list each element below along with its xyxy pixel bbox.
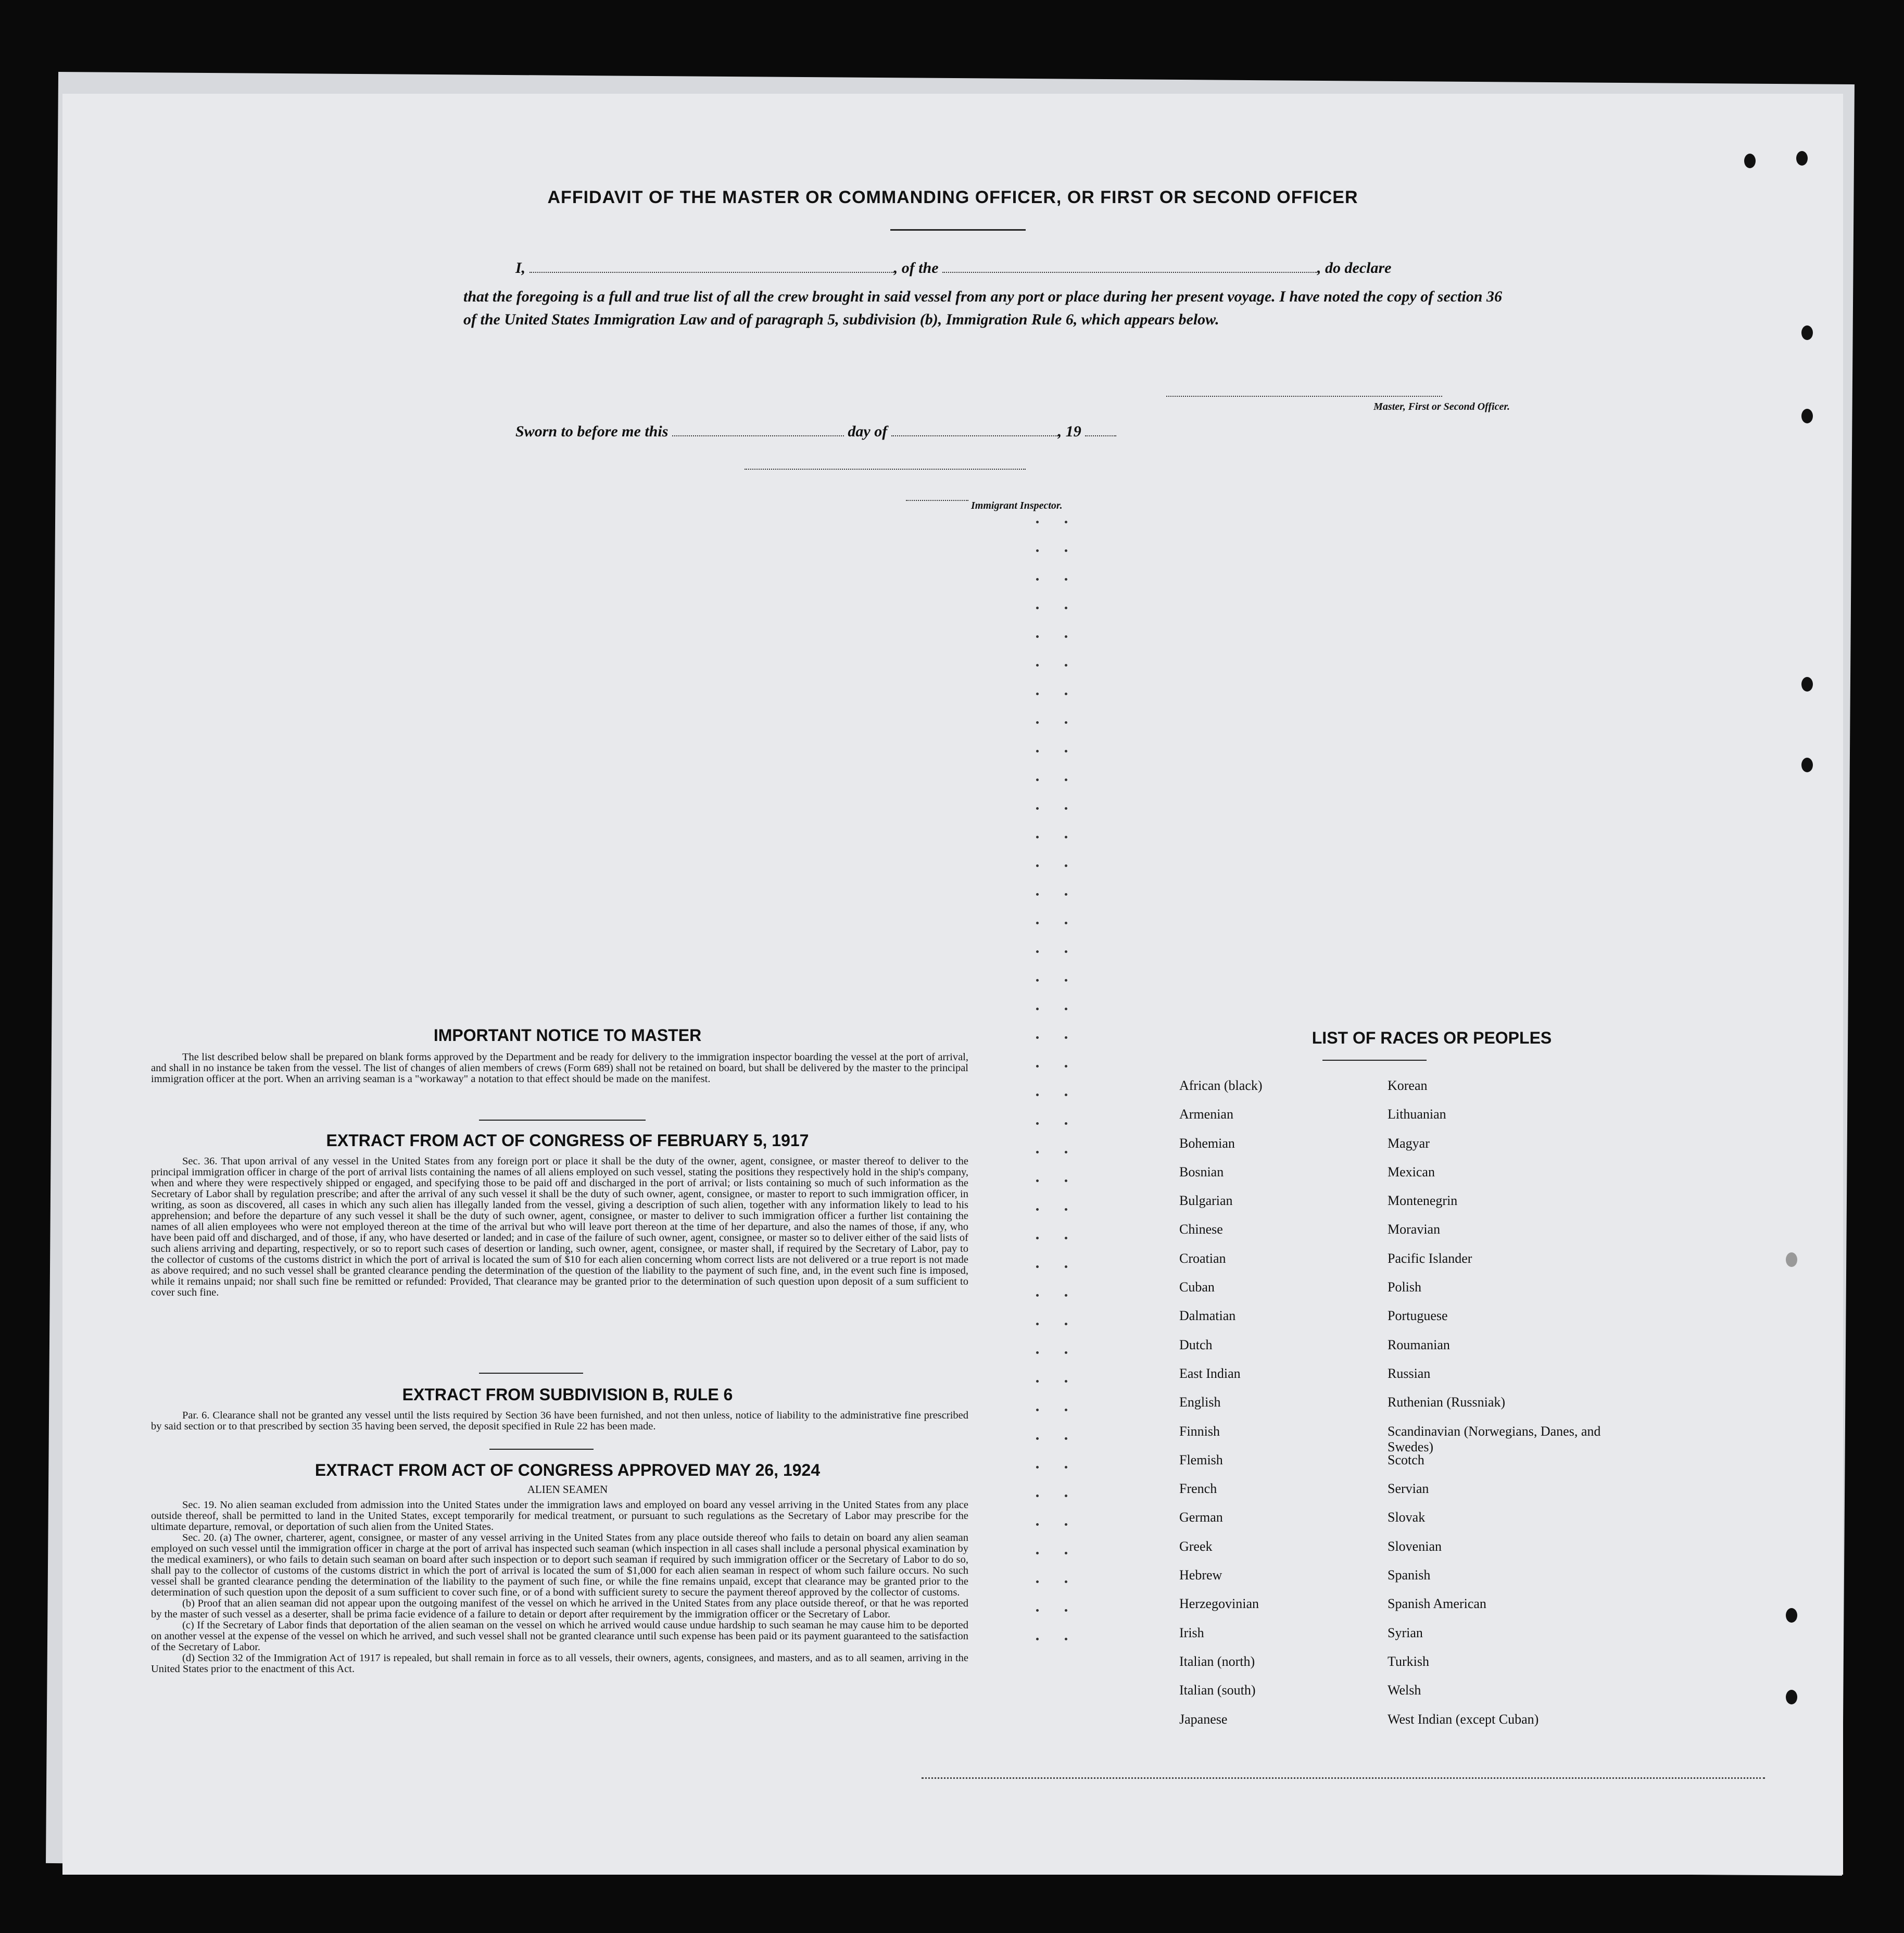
dot-mark xyxy=(1065,836,1067,838)
sworn-line xyxy=(515,423,1116,441)
dot-mark xyxy=(1065,1466,1067,1468)
races-rule xyxy=(1322,1060,1427,1061)
dot-mark xyxy=(1065,1580,1067,1583)
dot-mark xyxy=(1036,1409,1039,1411)
race-item: English xyxy=(1179,1395,1221,1410)
dot-mark xyxy=(1065,1523,1067,1526)
punch-hole xyxy=(1801,409,1813,423)
dot-mark xyxy=(1065,1208,1067,1211)
race-item: Italian (north) xyxy=(1179,1653,1255,1669)
dot-mark xyxy=(1036,1122,1039,1125)
dot-mark xyxy=(1065,807,1067,810)
race-item: Japanese xyxy=(1179,1711,1228,1727)
race-item: Cuban xyxy=(1179,1279,1215,1295)
dot-mark xyxy=(1065,779,1067,781)
race-item: Russian xyxy=(1388,1365,1431,1381)
race-item: Korean xyxy=(1388,1078,1428,1093)
race-item: Servian xyxy=(1388,1481,1429,1497)
affidavit-title: AFFIDAVIT OF THE MASTER OR COMMANDING OFFICER, OR FIRST OR SECOND OFFICER xyxy=(547,187,1358,207)
sworn-day-blank xyxy=(672,425,844,436)
races-right-column xyxy=(1388,1078,1606,1740)
race-item: Croatian xyxy=(1179,1250,1226,1266)
race-item: Flemish xyxy=(1179,1452,1223,1467)
officer-signature-blank xyxy=(1166,385,1442,397)
race-item: Roumanian xyxy=(1388,1337,1450,1352)
dot-mark xyxy=(1036,807,1039,810)
dot-mark xyxy=(1065,1437,1067,1440)
dot-mark xyxy=(1036,1036,1039,1039)
race-item: East Indian xyxy=(1179,1365,1241,1381)
notice-rule xyxy=(479,1120,646,1121)
dot-mark xyxy=(1036,1151,1039,1153)
dot-mark xyxy=(1036,779,1039,781)
dot-mark xyxy=(1065,893,1067,896)
dot-mark xyxy=(1065,1179,1067,1182)
inspector-blank-short xyxy=(906,489,968,501)
race-item: Italian (south) xyxy=(1179,1683,1256,1698)
dot-mark xyxy=(1036,578,1039,581)
race-item: West Indian (except Cuban) xyxy=(1388,1711,1539,1727)
dot-mark xyxy=(1065,521,1067,523)
dot-mark xyxy=(1036,664,1039,667)
race-item: Slovenian xyxy=(1388,1538,1442,1554)
race-item: Mexican xyxy=(1388,1164,1435,1179)
dot-mark xyxy=(1036,950,1039,953)
dot-mark xyxy=(1065,922,1067,924)
race-item: Welsh xyxy=(1388,1683,1421,1698)
dot-mark xyxy=(1036,1294,1039,1297)
race-item: Spanish American xyxy=(1388,1596,1486,1612)
declaration-do-declare: , do declare xyxy=(1317,259,1392,277)
race-item: Slovak xyxy=(1388,1510,1426,1525)
dot-mark xyxy=(1065,950,1067,953)
dot-mark xyxy=(1065,1265,1067,1268)
extract-1924-body xyxy=(151,1500,968,1675)
race-item: Turkish xyxy=(1388,1653,1429,1669)
dot-mark xyxy=(1065,1294,1067,1297)
sworn-year-blank xyxy=(1085,425,1116,436)
dot-mark xyxy=(1065,1094,1067,1096)
race-item: African (black) xyxy=(1179,1078,1263,1093)
race-item: Scotch xyxy=(1388,1452,1424,1467)
race-item: Magyar xyxy=(1388,1135,1430,1151)
punch-hole xyxy=(1786,1252,1797,1267)
notice-text: The list described below shall be prepared on blank forms approved by the Department and be ready for delivery to the immigration inspector boarding the vessel at the port of arrival, and shall in no instance be taken from the vessel. The list of changes of alien members of crews (Form 689) shall not be retained on board, but shall be delivered by the master to the principal immigration officer at the port. When an arriving seaman is a "workaway" a notation to that effect should be made on the manifest. xyxy=(151,1051,968,1085)
declaration-i: I, xyxy=(515,259,526,277)
dot-mark xyxy=(1065,750,1067,752)
race-item: Ruthenian (Russniak) xyxy=(1388,1395,1506,1410)
dot-mark xyxy=(1036,1437,1039,1440)
sworn-year: , 19 xyxy=(1057,423,1081,440)
race-item: Portuguese xyxy=(1388,1308,1448,1324)
dot-mark xyxy=(1065,1008,1067,1010)
dot-mark xyxy=(1036,1609,1039,1612)
race-item: Polish xyxy=(1388,1279,1422,1295)
officer-signature-caption: Master, First or Second Officer. xyxy=(1373,401,1510,412)
race-item: Armenian xyxy=(1179,1107,1233,1122)
dot-mark xyxy=(1065,1151,1067,1153)
punch-hole xyxy=(1801,677,1813,692)
dot-mark xyxy=(1036,922,1039,924)
extract-1924-sec20d: (d) Section 32 of the Immigration Act of 1917 is repealed, but shall remain in force as to all vessels, their owners, agents, consignees, and masters, and as to all seamen, arriving in the United States prior to the enactment of this Act. xyxy=(151,1652,968,1675)
dot-mark xyxy=(1036,635,1039,638)
race-item: German xyxy=(1179,1510,1223,1525)
dot-mark xyxy=(1036,979,1039,982)
extract-1924-heading: EXTRACT FROM ACT OF CONGRESS APPROVED MAY 26, 1924 xyxy=(314,1461,821,1479)
dot-mark xyxy=(1065,721,1067,724)
title-rule xyxy=(890,229,1026,231)
race-item: Chinese xyxy=(1179,1222,1223,1237)
extract-1917-text: Sec. 36. That upon arrival of any vessel in the United States from any foreign port or place it shall be the duty of the owner, agent, consignee, or master thereof to deliver to the principal immigration officer in charge of the port of arrival lists containing the names of all aliens employed on such vessel, stating the positions they respectively hold in the ship's company, when and where they were respectively shipped or engaged, and specifying those to be paid off and discharged in the port of arrival; or lists containing so much of such information as the Secretary of Labor shall by regulation prescribe; and after the arrival of any such vessel it shall be the duty of such owner, agent, consignee, or master to report to such immigration officer, in writing, as soon as discovered, all cases in which any such alien has illegally landed from the vessel, giving a description of such alien, together with any information likely to lead to his apprehension; and before the departure of any such vessel it shall be the duty of such owner, agent, consignee, or master to deliver to such immigration officer a further list containing the names of all alien employees who were not employed thereon at the time of the arrival but who will leave port thereon at the time of her departure, and also the names of those, if any, who have been paid off and discharged, and of those, if any, who have deserted or landed; and in case of the failure of such owner, agent, consignee, or master so to deliver either of the said lists of such aliens arriving and departing, respectively, or so to report such cases of desertion or landing, such owner, agent, consignee, or master shall, if required by the Secretary of Labor, pay to the collector of customs of the customs district in which the port of arrival is located the sum of $10 for each alien concerning whom correct lists are not delivered or a true report is not made as above required; and no such vessel shall be granted clearance pending the determination of the question of the liability to the payment of such fine, and, in the event such fine is imposed, while it remains unpaid; nor shall such fine be remitted or refunded: Provided, That clearance may be granted prior to the determination of such question upon deposit of a sum sufficient to cover such fine. xyxy=(151,1156,968,1298)
dot-mark xyxy=(1036,864,1039,867)
extract-1924-subheading: ALIEN SEAMEN xyxy=(527,1483,608,1496)
vessel-blank xyxy=(942,261,1317,273)
dot-mark xyxy=(1065,1609,1067,1612)
dot-mark xyxy=(1036,1065,1039,1068)
declaration-paragraph: that the foregoing is a full and true list of all the crew brought in said vessel from any port or place during her present voyage. I have noted the copy of section 36 of the United States Immigration Law and of paragraph 5, subdivision (b), Immigration Rule 6, which appears below. xyxy=(463,288,1502,328)
declaration-line xyxy=(515,259,1505,277)
dot-mark xyxy=(1036,1351,1039,1354)
dot-mark xyxy=(1036,1495,1039,1497)
dot-mark xyxy=(1036,1094,1039,1096)
punch-hole xyxy=(1744,154,1756,168)
race-item: Finnish xyxy=(1179,1423,1220,1439)
race-item: Spanish xyxy=(1388,1567,1431,1583)
dot-mark xyxy=(1036,893,1039,896)
punch-hole xyxy=(1801,325,1813,340)
dot-mark xyxy=(1065,635,1067,638)
races-left-column xyxy=(1179,1078,1377,1740)
dot-mark xyxy=(1065,1065,1067,1068)
dot-mark xyxy=(1036,1237,1039,1239)
extract-rule6-rule xyxy=(489,1449,594,1450)
dot-mark xyxy=(1036,1638,1039,1640)
dot-mark xyxy=(1065,693,1067,695)
dot-mark xyxy=(1065,578,1067,581)
dot-mark xyxy=(1065,1036,1067,1039)
race-item: Bulgarian xyxy=(1179,1193,1233,1209)
dot-mark xyxy=(1065,1638,1067,1640)
notice-heading: IMPORTANT NOTICE TO MASTER xyxy=(433,1026,702,1045)
inspector-caption: Immigrant Inspector. xyxy=(971,500,1063,511)
dot-mark xyxy=(1065,979,1067,982)
extract-1924-sec20a: Sec. 20. (a) The owner, charterer, agent, consignee, or master of any vessel arriving in the United States from any place outside thereof who fails to detain on board any alien seaman employed on such vessel until the immigration officer in charge at the port of arrival has inspected such seaman (which inspection in all cases shall include a personal physical examination by the medical examiners), or who fails to detain such seaman on board after such inspection or to deport such seaman if required by such immigration officer or the Secretary of Labor to do so, shall pay to the collector of customs of the customs district in which the port of arrival is located the sum of $1,000 for each alien seaman in respect of whom such failure occurs. No such vessel shall be granted clearance pending the determination of the liability to the payment of such fine, or while the fine remains unpaid, except that clearance may be granted prior to the determination of such question upon the deposit of a sum sufficient to cover such fine, or of a bond with sufficient surety to secure the payment thereof approved by the collector of customs. xyxy=(151,1532,968,1598)
dot-mark xyxy=(1065,1323,1067,1325)
race-item: Hebrew xyxy=(1179,1567,1222,1583)
punch-hole xyxy=(1801,758,1813,772)
dot-mark xyxy=(1036,1179,1039,1182)
race-item: Dutch xyxy=(1179,1337,1213,1352)
dot-mark xyxy=(1065,549,1067,552)
race-item: Lithuanian xyxy=(1388,1107,1446,1122)
dot-mark xyxy=(1065,1122,1067,1125)
sworn-month-blank xyxy=(891,425,1058,436)
race-item: French xyxy=(1179,1481,1217,1497)
sworn-day-of: day of xyxy=(848,423,888,440)
dot-mark xyxy=(1036,721,1039,724)
dot-mark xyxy=(1036,836,1039,838)
dot-mark xyxy=(1036,521,1039,523)
extract-rule6-text: Par. 6. Clearance shall not be granted any vessel until the lists required by Section 36 have been furnished, and not then unless, notice of liability to the administrative fine prescribed by said section or to that prescribed by section 35 having been served, the deposit specified in Rule 22 has been made. xyxy=(151,1410,968,1432)
race-item: Moravian xyxy=(1388,1222,1441,1237)
name-blank xyxy=(529,261,894,273)
extract-1917-rule xyxy=(479,1373,583,1374)
extract-rule6-heading: EXTRACT FROM SUBDIVISION B, RULE 6 xyxy=(402,1385,733,1404)
race-item: Bosnian xyxy=(1179,1164,1224,1179)
punch-hole xyxy=(1796,151,1808,166)
dot-mark xyxy=(1036,693,1039,695)
dot-mark xyxy=(1065,664,1067,667)
dot-mark xyxy=(1065,1495,1067,1497)
dot-mark xyxy=(1065,864,1067,867)
dot-mark xyxy=(1036,1466,1039,1468)
dot-mark xyxy=(1036,1580,1039,1583)
dot-mark xyxy=(1036,1008,1039,1010)
dot-mark xyxy=(1036,1523,1039,1526)
dot-mark xyxy=(1065,1380,1067,1383)
race-item: Bohemian xyxy=(1179,1135,1235,1151)
extract-1924-sec19: Sec. 19. No alien seaman excluded from admission into the United States under the immigration laws and employed on board any vessel arriving in the United States from any place outside thereof, shall be permitted to land in the United States, except temporarily for medical treatment, or pursuant to such regulations as the Secretary of Labor may prescribe for the ultimate departure, removal, or deportation of such alien from the United States. xyxy=(151,1499,968,1533)
races-heading: LIST OF RACES OR PEOPLES xyxy=(1312,1028,1552,1047)
race-item: Montenegrin xyxy=(1388,1193,1458,1209)
form-sheet xyxy=(62,94,1843,1875)
extract-1924-sec20b: (b) Proof that an alien seaman did not appear upon the outgoing manifest of the vessel on which he arrived in the United States from any place outside thereof, or that he was reported by the master of such vessel as a deserter, shall be prima facie evidence of a failure to detain or deport after requirement by the immigration officer or the Secretary of Labor. xyxy=(151,1598,968,1620)
punch-hole xyxy=(1786,1690,1797,1704)
dot-mark xyxy=(1065,1237,1067,1239)
dot-mark xyxy=(1036,750,1039,752)
dot-mark xyxy=(1065,1351,1067,1354)
dot-mark xyxy=(1036,549,1039,552)
dot-mark xyxy=(1036,1380,1039,1383)
race-item: Syrian xyxy=(1388,1625,1423,1640)
punch-hole xyxy=(1786,1608,1797,1623)
extract-1917-heading: EXTRACT FROM ACT OF CONGRESS OF FEBRUARY 5, 1917 xyxy=(326,1131,809,1150)
race-item: Irish xyxy=(1179,1625,1204,1640)
dot-mark xyxy=(1036,607,1039,609)
race-item: Herzegovinian xyxy=(1179,1596,1259,1612)
race-item: Greek xyxy=(1179,1538,1213,1554)
dot-mark xyxy=(1065,1552,1067,1554)
dotted-separator xyxy=(922,1777,1765,1779)
race-item: Dalmatian xyxy=(1179,1308,1236,1324)
dot-mark xyxy=(1036,1323,1039,1325)
sworn-prefix: Sworn to before me this xyxy=(515,423,669,440)
declaration-of-the: , of the xyxy=(893,259,939,277)
race-item: Pacific Islander xyxy=(1388,1250,1472,1266)
dot-mark xyxy=(1036,1265,1039,1268)
dot-mark xyxy=(1036,1208,1039,1211)
extract-1924-sec20c: (c) If the Secretary of Labor finds that deportation of the alien seaman on the vessel on which he arrived would cause undue hardship to such seaman he may cause him to be deported on another vessel at the expense of the vessel on which he arrived, and such vessel shall not be granted clearance until such expense has been paid or its payment guaranteed to the satisfaction of the Secretary of Labor. xyxy=(151,1620,968,1653)
dot-mark xyxy=(1065,607,1067,609)
race-item: Scandinavian (Norwegians, Danes, and Swedes) xyxy=(1388,1423,1601,1454)
dot-mark xyxy=(1036,1552,1039,1554)
dot-mark xyxy=(1065,1409,1067,1411)
inspector-blank xyxy=(745,458,1026,470)
